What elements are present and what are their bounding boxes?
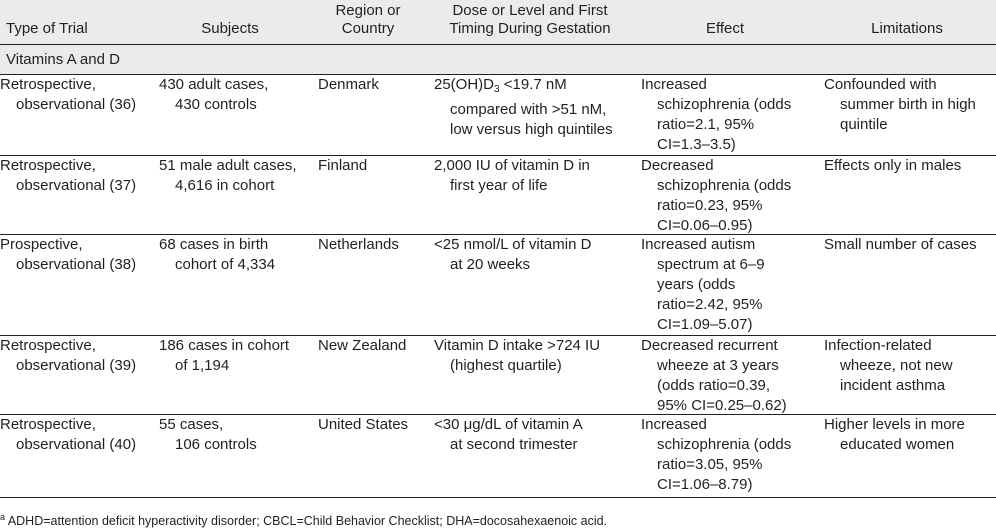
cell-region: Netherlands bbox=[318, 236, 399, 253]
header-type-of-trial: Type of Trial bbox=[6, 20, 88, 37]
cell-type-of-trial: Retrospective, observational (37) bbox=[0, 157, 137, 194]
cell-type-of-trial: Prospective, observational (38) bbox=[0, 236, 137, 273]
header-limitations: Limitations bbox=[871, 20, 943, 37]
header-region-line2: Country bbox=[341, 20, 395, 37]
table-footnote bbox=[0, 510, 607, 528]
cell-effect: Decreased recurrent wheeze at 3 years (odds ratio=0.39, 95% CI=0.25–0.62) bbox=[641, 337, 787, 414]
header-subjects: Subjects bbox=[201, 20, 259, 37]
cell-type-of-trial: Retrospective, observational (36) bbox=[0, 76, 137, 113]
cell-limitations: Infection-related wheeze, not new incident asthma bbox=[824, 337, 953, 394]
footnote-marker: a bbox=[0, 512, 6, 522]
header-dose-line2: Timing During Gestation bbox=[449, 20, 611, 37]
header-region bbox=[316, 2, 420, 38]
table-row bbox=[0, 336, 996, 415]
header-region-line1: Region or bbox=[335, 2, 401, 19]
cell-subjects: 430 adult cases, 430 controls bbox=[159, 76, 269, 113]
cell-limitations: Small number of cases bbox=[824, 236, 977, 253]
cell-dose: <30 μg/dL of vitamin A at second trimester bbox=[434, 416, 583, 453]
cell-effect: Increased autism spectrum at 6–9 years (odds ratio=2.42, 95% CI=1.09–5.07) bbox=[641, 236, 765, 333]
cell-subjects: 55 cases, 106 controls bbox=[159, 416, 257, 453]
cell-limitations: Confounded with summer birth in high quintile bbox=[824, 76, 976, 133]
cell-effect: Decreased schizophrenia (odds ratio=0.23, 95% CI=0.06–0.95) bbox=[641, 157, 792, 234]
cell-dose: <25 nmol/L of vitamin D at 20 weeks bbox=[434, 236, 592, 273]
header-dose bbox=[432, 2, 628, 38]
cell-limitations: Higher levels in more educated women bbox=[824, 416, 965, 453]
cell-type-of-trial: Retrospective, observational (40) bbox=[0, 416, 137, 453]
cell-subjects: 186 cases in cohort of 1,194 bbox=[159, 337, 290, 374]
cell-effect: Increased schizophrenia (odds ratio=3.05, 95% CI=1.06–8.79) bbox=[641, 416, 792, 493]
cell-effect: Increased schizophrenia (odds ratio=2.1, 95% CI=1.3–3.5) bbox=[641, 76, 792, 153]
table-header bbox=[0, 0, 996, 45]
cell-type-of-trial: Retrospective, observational (39) bbox=[0, 337, 137, 374]
header-effect: Effect bbox=[705, 20, 745, 37]
section-vitamins-a-and-d: Vitamins A and D bbox=[0, 45, 996, 75]
cell-dose: $25(OH)D_3 <19.7$ nM compared with >51 nM, low versus high quintiles bbox=[434, 76, 613, 138]
cell-region: Finland bbox=[318, 157, 368, 174]
cell-subjects: 68 cases in birth cohort of 4,334 bbox=[159, 236, 276, 273]
cell-subjects: 51 male adult cases, 4,616 in cohort bbox=[159, 157, 297, 194]
table-row bbox=[0, 75, 996, 156]
cell-dose: Vitamin D intake >724 IU (highest quartile) bbox=[434, 337, 601, 374]
cell-region: Denmark bbox=[318, 76, 379, 93]
header-dose-line1: Dose or Level and First bbox=[452, 2, 608, 19]
table-row bbox=[0, 235, 996, 336]
cell-region: United States bbox=[318, 416, 409, 433]
cell-dose: 2,000 IU of vitamin D in first year of life bbox=[434, 157, 590, 194]
footnote-text: ADHD=attention deficit hyperactivity disorder; CBCL=Child Behavior Checklist; DHA=docosahexaenoic acid. bbox=[7, 514, 608, 528]
cell-region: New Zealand bbox=[318, 337, 407, 354]
cell-limitations: Effects only in males bbox=[824, 157, 962, 174]
table-row bbox=[0, 156, 996, 235]
table-row bbox=[0, 415, 996, 498]
